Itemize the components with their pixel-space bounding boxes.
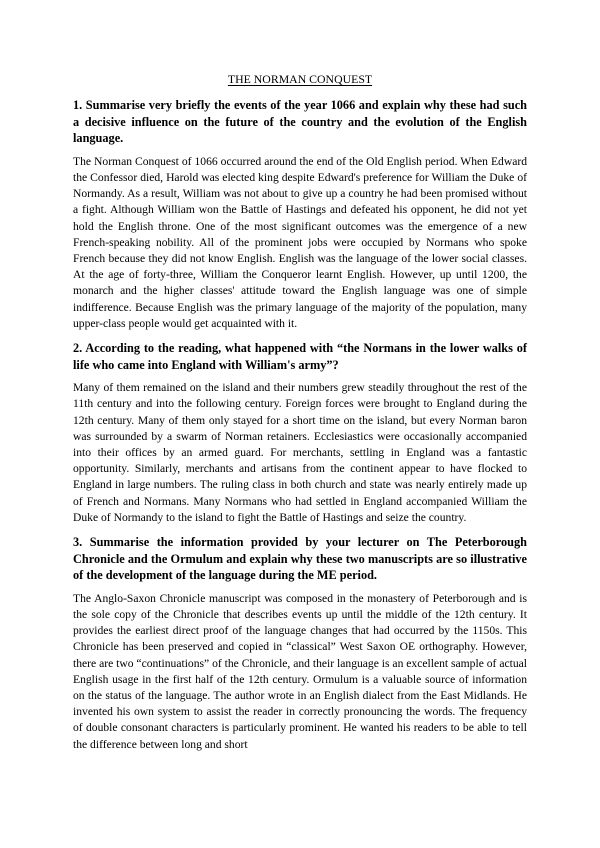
section-2 <box>73 340 527 526</box>
answer-3: The Anglo-Saxon Chronicle manuscript was composed in the monastery of Peterborough and is the sole copy of the Chronicle that describes events up until the middle of the 12th century. It provides the earliest direct proof of the language changes that had occurred by the 1150s. This Chronicle has been preserved and copied in “classical” West Saxon OE orthography. However, there are two “continuations” of the Chronicle, and their language is an excellent sample of actual English usage in the first half of the 12th century. Ormulum is a valuable source of information on the status of the language. The author wrote in an English dialect from the East Midlands. He invented his own system to assist the reader in correctly pronouncing the words. The frequency of double consonant characters is particularly prominent. He wanted his readers to be able to tell the difference between long and short <box>73 591 527 751</box>
question-3: 3. Summarise the information provided by your lecturer on The Peterborough Chronicle and the Ormulum and explain why these two manuscripts are so illustrative of the development of the language during the ME period. <box>73 535 527 583</box>
question-1: 1. Summarise very briefly the events of the year 1066 and explain why these had such a decisive influence on the future of the country and the evolution of the English language. <box>73 98 527 146</box>
section-1 <box>73 97 527 332</box>
question-2: 2. According to the reading, what happened with “the Normans in the lower walks of life who came into England with William's army”? <box>73 341 527 372</box>
answer-1: The Norman Conquest of 1066 occurred around the end of the Old English period. When Edward the Confessor died, Harold was elected king despite Edward's preference for William the Duke of Normandy. As a result, William was not about to give up a country he had been promised without a fight. Although William won the Battle of Hastings and defeated his opponent, he did not yet hold the English throne. One of the most significant outcomes was the emergence of a new French-speaking nobility. All of the prominent jobs were occupied by Normans who spoke French because they did not know English. English was the language of the lower social classes. At the age of forty-three, William the Conqueror learnt English. However, up until 1200, the monarch and the higher classes' attitude toward the English language was one of simple indifference. Because English was the primary language of the majority of the population, many upper-class people would get acquainted with it. <box>73 154 527 330</box>
section-3 <box>73 534 527 753</box>
page-title: THE NORMAN CONQUEST <box>227 72 373 86</box>
answer-2: Many of them remained on the island and their numbers grew steadily throughout the rest of the 11th century and into the following century. Foreign forces were brought to England during the 12th century. Many of them only stayed for a short time on the island, but every Norman baron was surrounded by a swarm of Norman retainers. Ecclesiastics were occasionally accompanied into their offices by an armed guard. For merchants, settling in England was a fantastic opportunity. Similarly, merchants and artisans from the continent appear to have flocked to England in large numbers. The ruling class in both church and state was nearly entirely made up of French and Normans. Many Normans who had settled in England accompanied William the Duke of Normandy to the island to fight the Battle of Hastings and seize the country. <box>73 381 527 524</box>
